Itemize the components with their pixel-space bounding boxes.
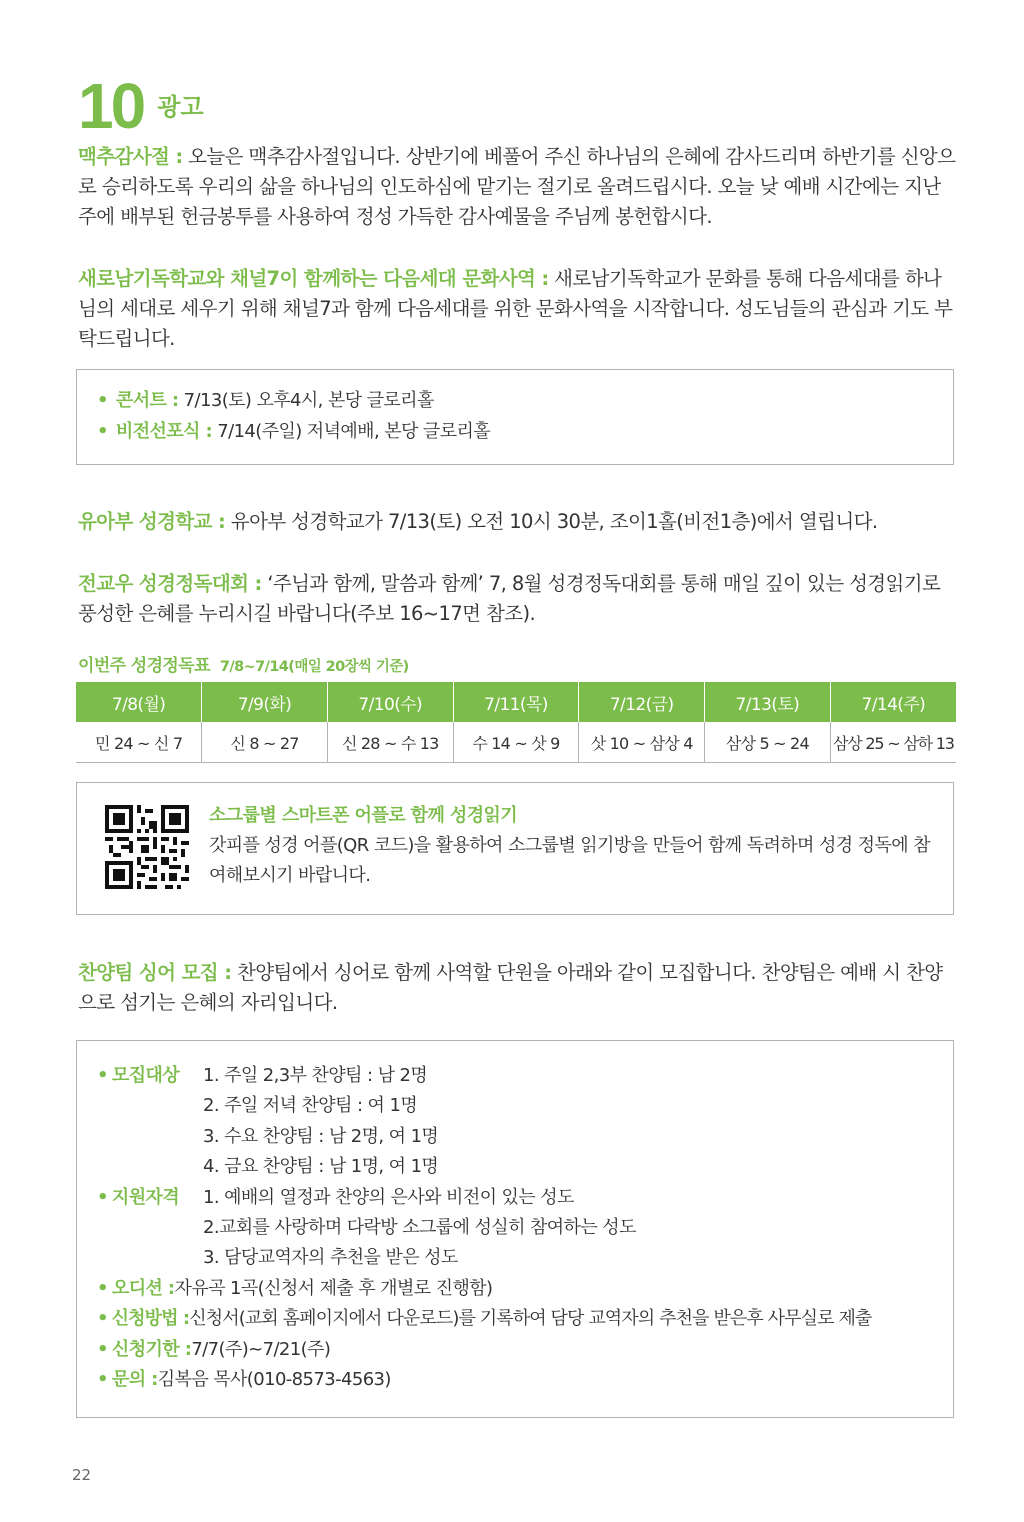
section-title: 광고	[157, 93, 204, 121]
list-item: 1. 주일 2,3부 찬양팀 : 남 2명	[203, 1065, 428, 1086]
bullet-icon: •	[97, 390, 108, 411]
table-cell: 삼상 25 ~ 삼하 13	[830, 722, 956, 763]
recruit-contact-text: 김복음 목사(010-8573-4563)	[157, 1369, 391, 1391]
recruit-contact-row	[97, 1365, 953, 1395]
bullet-icon: •	[97, 1338, 108, 1360]
recruit-target-list	[203, 1061, 438, 1183]
table-cell: 신 8 ~ 27	[202, 722, 328, 763]
bullet-icon: •	[97, 1369, 108, 1391]
event-label: 비전선포식 :	[115, 421, 213, 442]
table-header-cell: 7/13(토)	[705, 682, 831, 722]
bible-app-box	[76, 782, 954, 915]
culture-label: 새로남기독학교와 채널7이 함께하는 다음세대 문화사역 :	[78, 267, 549, 290]
reading-contest-label: 전교우 성경정독대회 :	[78, 572, 262, 595]
bullet-icon: •	[97, 1186, 108, 1208]
table-row	[76, 722, 956, 763]
page-number: 22	[72, 1466, 92, 1484]
bullet-icon: •	[97, 1277, 108, 1299]
section-header	[78, 70, 204, 142]
table-cell: 삿 10 ~ 삼상 4	[579, 722, 705, 763]
culture-events-box	[76, 369, 954, 465]
recruit-target-row	[97, 1061, 953, 1183]
choir-text: 찬양팀에서 싱어로 함께 사역할 단원을 아래와 같이 모집합니다. 찬양팀은 예배 시 찬양으로 섬기는 은혜의 자리입니다.	[78, 961, 943, 1014]
bullet-icon: •	[97, 1065, 108, 1086]
reading-contest-text: ‘주님과 함께, 말씀과 함께’ 7, 8월 성경정독대회를 통해 매일 깊이 있는 성경읽기로 풍성한 은혜를 누리시길 바랍니다(주보 16~17면 참조).	[78, 572, 941, 625]
thanksgiving-paragraph	[78, 142, 958, 232]
toddler-label: 유아부 성경학교 :	[78, 510, 226, 533]
table-header-cell: 7/14(주)	[830, 682, 956, 722]
bible-app-title: 소그룹별 스마트폰 어플로 함께 성경읽기	[209, 805, 518, 826]
thanksgiving-text: 오늘은 맥추감사절입니다. 상반기에 베풀어 주신 하나님의 은혜에 감사드리며 하반기를 신앙으로 승리하도록 우리의 삶을 하나님의 인도하심에 맡기는 절기로 올려드립시다. 오늘 낮 예배 시간에는 지난주에 배부된 헌금봉투를 사용하여 정성 가득한 감사예물을 주님께 봉헌합시다.	[78, 145, 956, 228]
culture-paragraph	[78, 264, 958, 354]
table-header-cell: 7/10(수)	[327, 682, 453, 722]
table-cell: 삼상 5 ~ 24	[705, 722, 831, 763]
bible-app-description: 갓피플 성경 어플(QR 코드)을 활용하여 소그룹별 읽기방을 만들어 함께 독려하며 성경 정독에 참여해보시기 바랍니다.	[209, 835, 930, 886]
list-item: 4. 금요 찬양팀 : 남 1명, 여 1명	[203, 1156, 439, 1178]
table-header-cell: 7/12(금)	[579, 682, 705, 722]
table-header-cell: 7/11(목)	[453, 682, 579, 722]
recruit-method-label: 신청방법 :	[111, 1308, 190, 1330]
recruit-qualification-label: • 지원자격	[97, 1186, 180, 1208]
bullet-icon: •	[97, 421, 108, 442]
table-cell: 수 14 ~ 삿 9	[453, 722, 579, 763]
recruit-audition-text: 자유곡 1곡(신청서 제출 후 개별로 진행함)	[174, 1277, 493, 1299]
table-cell: 민 24 ~ 신 7	[76, 722, 202, 763]
thanksgiving-label: 맥추감사절 :	[78, 145, 183, 168]
event-vision	[97, 416, 953, 447]
event-text: 7/13(토) 오후4시, 본당 글로리홀	[178, 390, 434, 411]
recruit-audition-row	[97, 1274, 953, 1304]
reading-schedule-table	[76, 682, 956, 763]
choir-recruit-box	[76, 1040, 954, 1418]
event-text: 7/14(주일) 저녁예배, 본당 글로리홀	[212, 421, 491, 442]
section-number: 10	[78, 70, 144, 142]
toddler-text: 유아부 성경학교가 7/13(토) 오전 10시 30분, 조이1홀(비전1층)에서 열립니다.	[225, 510, 878, 533]
schedule-title-text: 이번주 성경정독표	[78, 656, 210, 676]
table-cell: 신 28 ~ 수 13	[327, 722, 453, 763]
recruit-deadline-label: 신청기한 :	[111, 1338, 192, 1360]
recruit-target-label: • 모집대상	[97, 1065, 180, 1086]
recruit-method-row	[97, 1304, 953, 1334]
recruit-deadline-row	[97, 1335, 953, 1365]
bible-app-text-block	[209, 801, 939, 891]
recruit-qualification-row	[97, 1183, 953, 1274]
table-header-cell: 7/9(화)	[202, 682, 328, 722]
reading-contest-paragraph	[78, 569, 958, 629]
list-item: 2. 주일 저녁 찬양팀 : 여 1명	[203, 1095, 418, 1117]
toddler-paragraph	[78, 507, 958, 537]
list-item: 2.교회를 사랑하며 다락방 소그룹에 성실히 참여하는 성도	[203, 1217, 636, 1239]
event-label: 콘서트 :	[115, 390, 179, 411]
list-item: 3. 담당교역자의 추천을 받은 성도	[203, 1247, 458, 1269]
recruit-deadline-text: 7/7(주)~7/21(주)	[191, 1338, 331, 1360]
bullet-icon: •	[97, 1308, 108, 1330]
list-item: 1. 예배의 열정과 찬양의 은사와 비전이 있는 성도	[203, 1186, 574, 1208]
choir-label: 찬양팀 싱어 모집 :	[78, 961, 232, 984]
list-item: 3. 수요 찬양팀 : 남 2명, 여 1명	[203, 1125, 439, 1147]
table-header-cell: 7/8(월)	[76, 682, 202, 722]
recruit-contact-label: 문의 :	[111, 1369, 158, 1391]
event-concert	[97, 385, 953, 416]
schedule-title	[78, 651, 409, 676]
recruit-qualification-list	[203, 1183, 636, 1274]
qr-code-icon[interactable]	[105, 805, 189, 889]
table-header-row	[76, 682, 956, 722]
culture-text: 새로남기독학교가 문화를 통해 다음세대를 하나님의 세대로 세우기 위해 채널7과 함께 다음세대를 위한 문화사역을 시작합니다. 성도님들의 관심과 기도 부탁드립니다.	[78, 267, 953, 350]
recruit-audition-label: 오디션 :	[111, 1277, 175, 1299]
schedule-subtitle: 7/8~7/14(매일 20장씩 기준)	[219, 659, 409, 675]
choir-paragraph	[78, 958, 958, 1018]
recruit-method-text: 신청서(교회 홈페이지에서 다운로드)를 기록하여 담당 교역자의 추천을 받은후 사무실로 제출	[189, 1308, 872, 1330]
